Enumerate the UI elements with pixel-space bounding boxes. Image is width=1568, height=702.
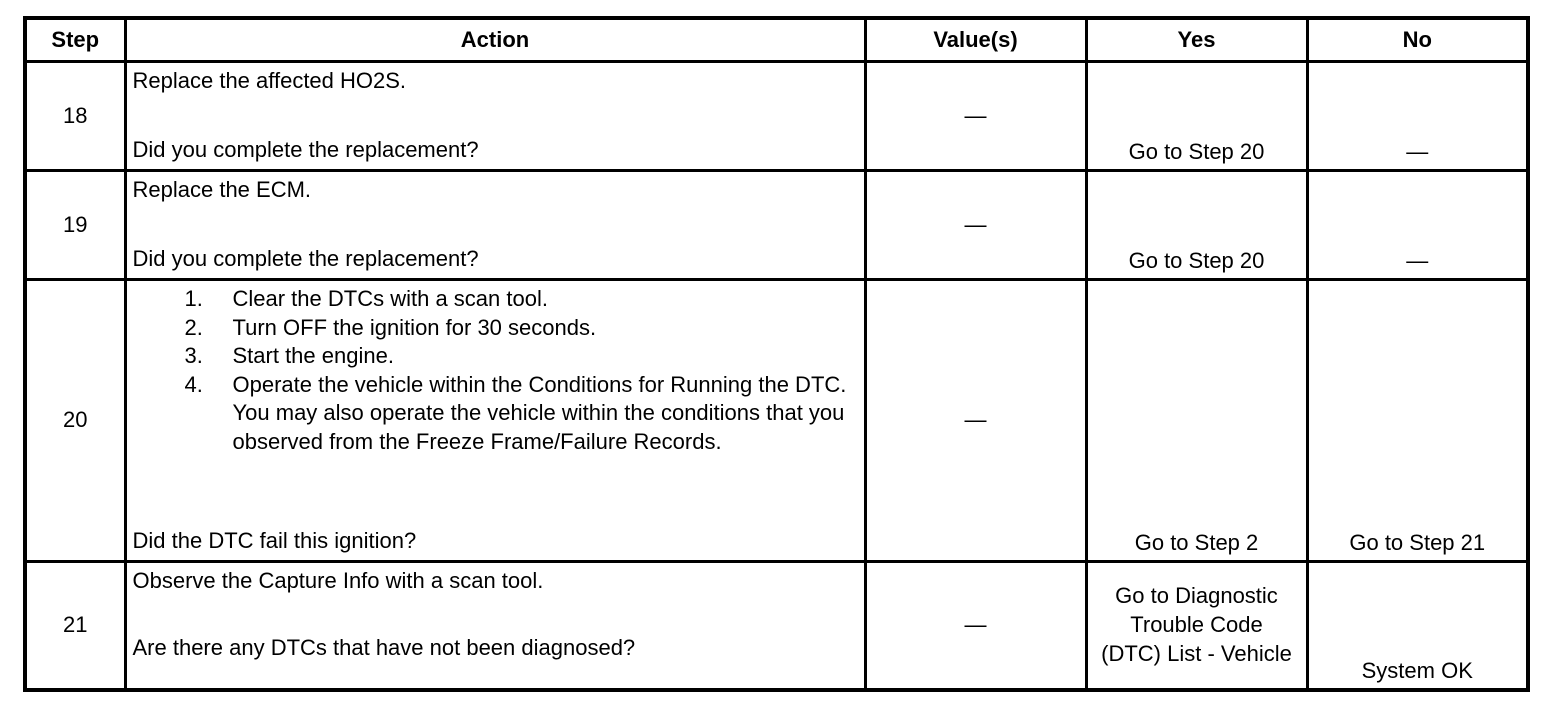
value-cell: — [865,62,1086,171]
header-action: Action [125,18,865,62]
list-item: 4. Operate the vehicle within the Conditions for Running the DTC. You may also operate the vehicle within the conditions that you observed from the Freeze Frame/Failure Records. [184,371,847,454]
yes-cell: Go to Step 20 [1086,171,1307,280]
value-cell: — [865,280,1086,562]
action-instruction: Observe the Capture Info with a scan tool. [132,568,544,593]
no-cell: System OK [1307,562,1528,690]
action-cell [125,280,865,562]
no-cell: — [1307,62,1528,171]
action-question: Are there any DTCs that have not been diagnosed? [132,634,636,660]
list-item: 3. Start the engine. [184,343,394,369]
step-number: 20 [25,280,125,562]
header-yes: Yes [1086,18,1307,62]
action-instruction: Replace the ECM. [132,177,312,202]
no-cell: — [1307,171,1528,280]
table-row [25,280,1528,562]
step-number: 19 [25,171,125,280]
value-cell: — [865,562,1086,690]
step-number: 21 [25,562,125,690]
table-row [25,62,1528,171]
yes-cell: Go to Step 20 [1086,62,1307,171]
diagnostic-step-table [23,16,1530,692]
yes-cell: Go to Step 2 [1086,280,1307,562]
action-cell [125,562,865,690]
value-cell: — [865,171,1086,280]
procedure-list [133,285,858,457]
action-question: Did the DTC fail this ignition? [132,528,417,554]
table-row [25,562,1528,690]
table-row [25,171,1528,280]
action-question: Did you complete the replacement? [132,137,479,163]
action-instruction: Replace the affected HO2S. [132,68,407,93]
action-question: Did you complete the replacement? [132,246,479,272]
no-cell: Go to Step 21 [1307,280,1528,562]
header-row [25,18,1528,62]
yes-cell: Go to Diagnostic Trouble Code (DTC) List - Vehicle [1086,562,1307,690]
header-no: No [1307,18,1528,62]
list-item: 2. Turn OFF the ignition for 30 seconds. [184,314,597,340]
header-values: Value(s) [865,18,1086,62]
header-step: Step [25,18,125,62]
action-cell [125,171,865,280]
action-cell [125,62,865,171]
list-item: 1. Clear the DTCs with a scan tool. [184,286,548,311]
step-number: 18 [25,62,125,171]
